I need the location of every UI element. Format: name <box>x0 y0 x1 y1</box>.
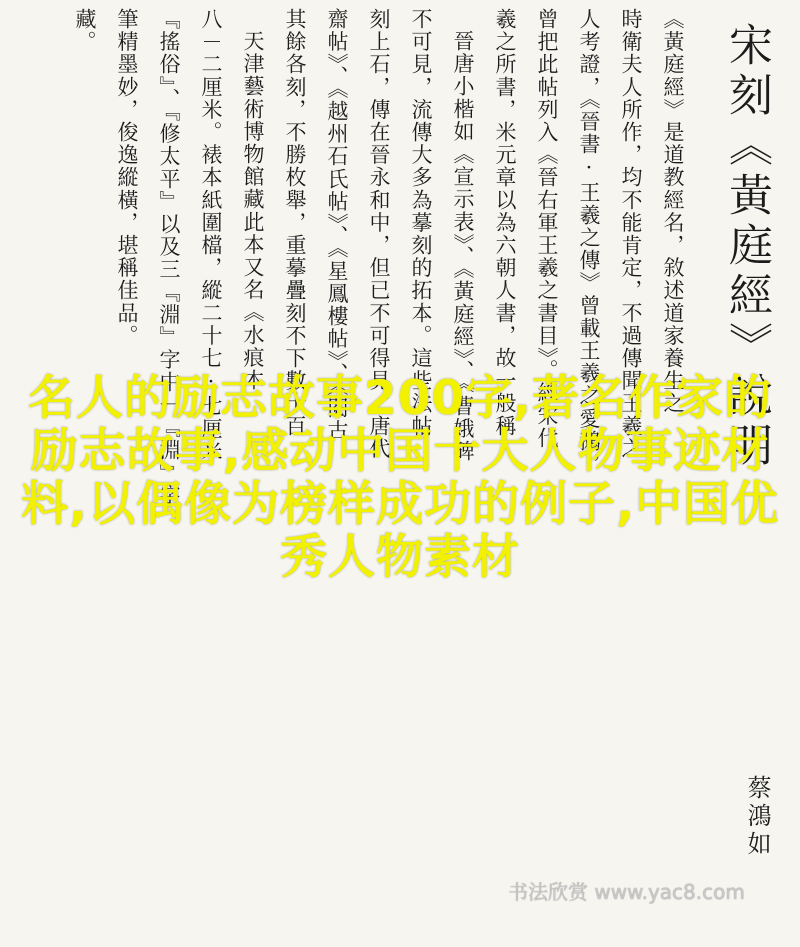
text-column: 不可見，流傳大多為摹刻的拓本。這些法帖 <box>409 8 433 438</box>
overlay-headline: 名人的励志故事200字,著名作家的励志故事,感动中国十大人物事迹材料,以偶像为榜样成功的例子,中国优秀人物素材 <box>21 371 779 585</box>
text-column: 曾把此帖列入《晉右軍王羲之書目》。經宋代 <box>535 8 559 450</box>
text-column: 人考證，《晉書·王羲之傳》曾載王羲之愛鵝， <box>577 8 601 476</box>
text-column: 筆精墨妙，俊逸縱橫，堪稱佳品。 <box>115 8 139 347</box>
text-column: 天津藝術博物館藏此本又名《水痕本 <box>241 30 265 392</box>
text-column: 齋帖》、《越州石氏帖》、《星鳳樓帖》、《閱古 <box>325 8 349 443</box>
text-column: 其餘各刻，不勝枚舉，重摹疊刻不下數十百 <box>283 8 307 438</box>
text-column: 八－二厘米。裱本紙圍檔，縱二十七·七厘米 <box>199 8 223 463</box>
text-column: 《黃庭經》是道教經名，敘述道家養生之 <box>661 8 685 415</box>
text-column: 時衛夫人所作，均不能肯定，不過傳聞王羲之 <box>619 8 643 460</box>
author-signature: 蔡鴻如 <box>743 775 771 859</box>
text-column: 『搖俗』、『修太平』以及三『淵』字中一『淵』字 <box>157 8 181 507</box>
text-column: 藏。 <box>73 8 97 54</box>
site-watermark: 书法欣赏 www.yac8.com <box>508 880 745 904</box>
document-title: 宋刻《黃庭經》說明 <box>721 22 772 472</box>
text-column: 晉唐小楷如《宣示表》、《黃庭經》、《曹娥碑 <box>451 30 475 463</box>
text-column: 羲之所書，米元章以為六朝人書，故一般稱 <box>493 8 517 438</box>
text-column: 刻上石，傳在晉永和中，但已不可得見。唐代 <box>367 8 391 460</box>
